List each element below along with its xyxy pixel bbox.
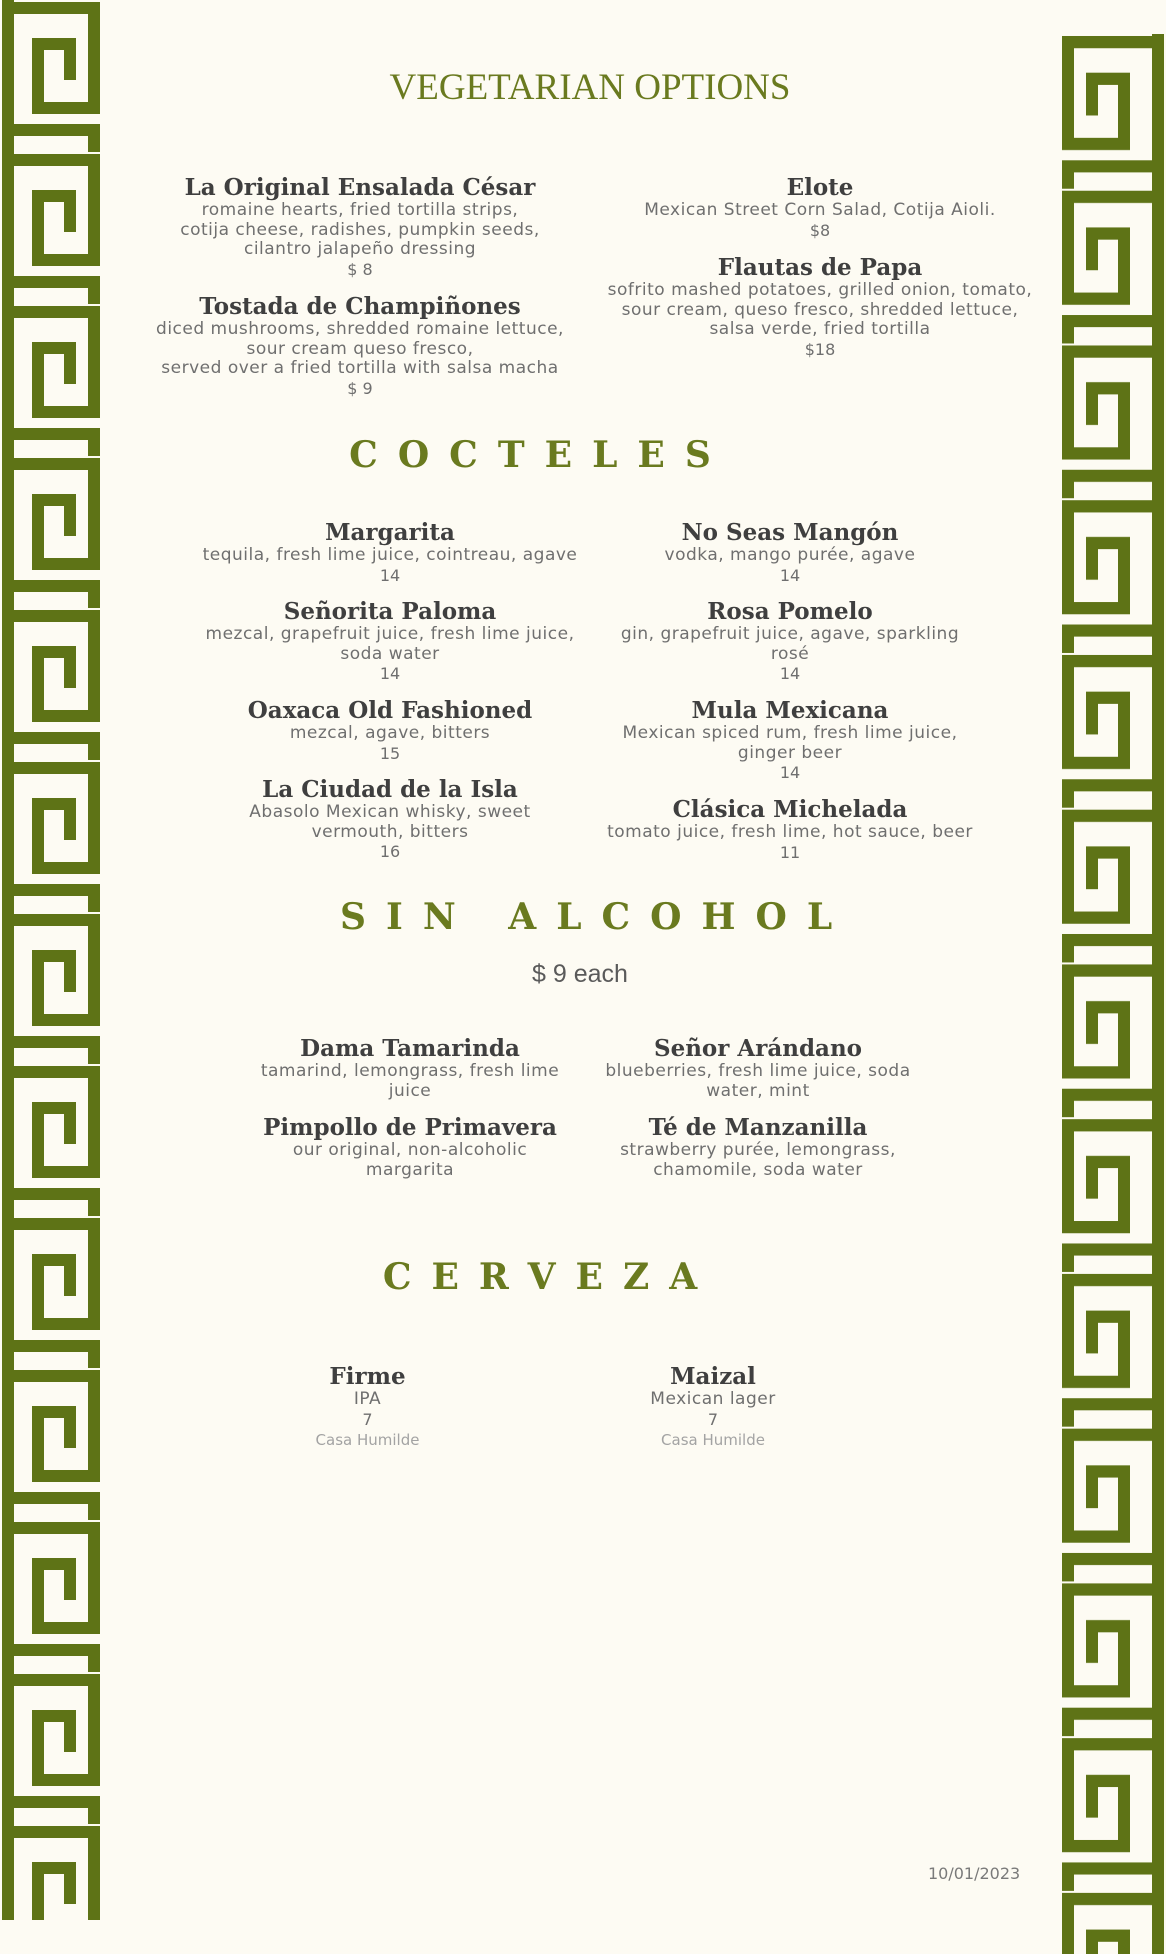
- item-name: Flautas de Papa: [717, 254, 923, 281]
- item-price: 7: [362, 1409, 373, 1429]
- item-desc-line: sour cream queso fresco,: [246, 338, 474, 359]
- beer-style: IPA: [353, 1389, 382, 1409]
- item-desc-line: Abasolo Mexican whisky, sweet: [249, 802, 531, 822]
- beer-item: [235, 1364, 500, 1450]
- sin-alcohol-section-title: SIN ALCOHOL: [340, 896, 853, 938]
- cocktail-item: [590, 599, 990, 684]
- menu-item-cesar: [120, 175, 600, 280]
- item-price: $8: [809, 220, 831, 240]
- item-desc-line: Mexican Street Corn Salad, Cotija Aioli.: [644, 200, 996, 220]
- footer-date: 10/01/2023: [928, 1864, 1021, 1883]
- cocktail-item: [180, 520, 600, 586]
- item-desc-line: gin, grapefruit juice, agave, sparkling: [620, 624, 960, 644]
- item-price: $18: [804, 339, 836, 359]
- item-name: Tostada de Champiñones: [199, 293, 521, 320]
- item-name: Maizal: [670, 1363, 756, 1390]
- item-desc-line: salsa verde, fried tortilla: [709, 319, 931, 339]
- cocktail-item: [590, 797, 990, 863]
- mocktail-item: [578, 1036, 938, 1101]
- item-desc-line: tamarind, lemongrass, fresh lime: [260, 1061, 560, 1081]
- vegetarian-section-title: VEGETARIAN OPTIONS: [389, 67, 791, 108]
- item-desc-line: rosé: [770, 643, 810, 664]
- item-name: Firme: [329, 1363, 406, 1390]
- item-name: Rosa Pomelo: [707, 598, 873, 625]
- item-desc-line: tequila, fresh lime juice, cointreau, agave: [202, 545, 578, 565]
- item-price: $ 8: [347, 259, 373, 279]
- mocktail-item: [240, 1036, 580, 1101]
- item-name: Elote: [786, 174, 854, 201]
- item-desc-line: strawberry purée, lemongrass,: [620, 1140, 896, 1160]
- item-desc-line: soda water: [340, 643, 440, 664]
- mocktail-item: [240, 1115, 580, 1180]
- item-price: 14: [779, 565, 801, 585]
- item-price: $ 9: [347, 378, 373, 398]
- greek-key-border-left: [0, 0, 104, 1920]
- item-price: 14: [779, 763, 801, 782]
- item-desc-line: juice: [388, 1080, 432, 1101]
- item-desc-line: diced mushrooms, shredded romaine lettuce,: [156, 319, 564, 339]
- item-name: Señorita Paloma: [283, 598, 497, 625]
- item-name: Pimpollo de Primavera: [263, 1114, 557, 1141]
- cocktail-item: [180, 698, 600, 764]
- cocteles-section-title: COCTELES: [349, 434, 731, 476]
- beer-item: [583, 1364, 843, 1450]
- item-desc-line: cilantro jalapeño dressing: [243, 239, 477, 259]
- item-name: Margarita: [325, 519, 455, 546]
- menu-item-tostada: [120, 294, 600, 399]
- item-desc-line: water, mint: [706, 1080, 810, 1101]
- item-desc-line: served over a fried tortilla with salsa macha: [161, 358, 559, 378]
- item-name: Dama Tamarinda: [300, 1035, 520, 1062]
- item-desc-line: our original, non-alcoholic: [292, 1140, 528, 1160]
- item-desc-line: mezcal, agave, bitters: [289, 723, 491, 743]
- item-name: Oaxaca Old Fashioned: [247, 697, 533, 724]
- item-desc-line: cotija cheese, radishes, pumpkin seeds,: [180, 219, 540, 240]
- item-desc-line: chamomile, soda water: [653, 1159, 863, 1180]
- cocktail-item: [590, 698, 990, 783]
- item-price: 14: [379, 664, 401, 683]
- menu-item-elote: [585, 175, 1055, 241]
- cocktail-item: [590, 520, 990, 586]
- item-name: Señor Arándano: [653, 1035, 863, 1062]
- item-name: Clásica Michelada: [672, 796, 908, 823]
- item-price: 14: [379, 565, 401, 585]
- item-desc-line: blueberries, fresh lime juice, soda: [605, 1061, 911, 1081]
- item-name: No Seas Mangón: [681, 519, 899, 546]
- beer-brewery: Casa Humilde: [661, 1430, 765, 1449]
- item-name: Mula Mexicana: [691, 697, 889, 724]
- item-name: La Original Ensalada César: [184, 174, 536, 201]
- item-desc-line: Mexican spiced rum, fresh lime juice,: [622, 723, 958, 743]
- cerveza-section-title: CERVEZA: [382, 1256, 718, 1298]
- item-price: 7: [707, 1409, 719, 1429]
- item-desc-line: romaine hearts, fried tortilla strips,: [201, 200, 519, 220]
- item-price: 15: [379, 743, 401, 763]
- item-price: 16: [379, 842, 401, 861]
- item-desc-line: vodka, mango purée, agave: [664, 545, 916, 565]
- item-desc-line: vermouth, bitters: [311, 821, 469, 842]
- item-price: 14: [779, 664, 801, 683]
- item-name: Té de Manzanilla: [648, 1114, 868, 1141]
- item-desc-line: mezcal, grapefruit juice, fresh lime juice,: [205, 624, 575, 644]
- mocktail-item: [578, 1115, 938, 1180]
- item-desc-line: sour cream, queso fresco, shredded lettuce,: [621, 299, 1019, 320]
- sin-alcohol-each-price: $ 9 each: [532, 960, 628, 988]
- item-desc-line: ginger beer: [737, 742, 843, 763]
- item-desc-line: tomato juice, fresh lime, hot sauce, beer: [607, 822, 973, 842]
- greek-key-border-right: [1054, 34, 1166, 1954]
- beer-style: Mexican lager: [650, 1389, 776, 1409]
- beer-brewery: Casa Humilde: [315, 1430, 420, 1449]
- item-name: La Ciudad de la Isla: [262, 776, 518, 803]
- item-desc-line: margarita: [365, 1159, 455, 1180]
- menu-item-flautas: [585, 255, 1055, 360]
- item-desc-line: sofrito mashed potatoes, grilled onion, tomato,: [607, 280, 1033, 300]
- cocktail-item: [180, 777, 600, 862]
- cocktail-item: [180, 599, 600, 684]
- item-price: 11: [779, 842, 801, 862]
